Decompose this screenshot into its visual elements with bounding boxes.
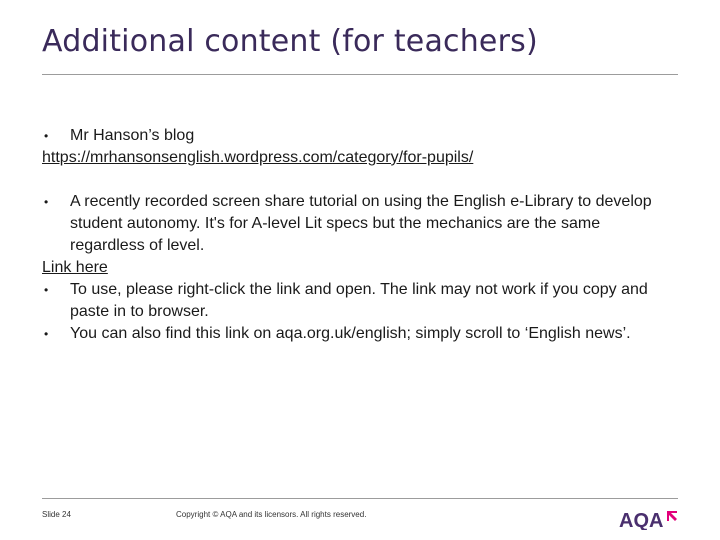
instructions-text: To use, please right-click the link and open. The link may not work if you copy and paste in to browser. [70, 281, 648, 320]
aqa-logo-accent-icon [667, 511, 677, 521]
bullet-tutorial [42, 191, 672, 257]
blog-link[interactable]: https://mrhansonsenglish.wordpress.com/category/for-pupils/ [42, 149, 474, 166]
bullet-marker: • [44, 129, 49, 143]
blog-text: Mr Hanson’s blog [70, 127, 195, 144]
bullet-instructions [42, 279, 672, 323]
spacer [42, 169, 672, 191]
footer-divider [42, 498, 678, 499]
tutorial-link[interactable]: Link here [42, 259, 108, 276]
aqa-logo [619, 508, 679, 530]
bullet-blog [42, 125, 672, 147]
copyright-text: Copyright © AQA and its licensors. All rights reserved. [176, 510, 367, 519]
slide-number: Slide 24 [42, 510, 71, 519]
bullet-marker: • [44, 283, 49, 297]
tutorial-text: A recently recorded screen share tutorial on using the English e-Library to develop student autonomy. It's for A-level Lit specs but the mechanics are the same regardless of level. [70, 193, 652, 254]
bullet-aqa-site [42, 323, 672, 345]
bullet-marker: • [44, 195, 49, 209]
slide-title: Additional content (for teachers) [42, 24, 538, 59]
bullet-marker: • [44, 327, 49, 341]
aqa-logo-text: AQA [619, 510, 664, 530]
slide-body [42, 125, 672, 345]
title-divider [42, 74, 678, 75]
aqa-site-text: You can also find this link on aqa.org.uk/english; simply scroll to ‘English news’. [70, 325, 631, 342]
